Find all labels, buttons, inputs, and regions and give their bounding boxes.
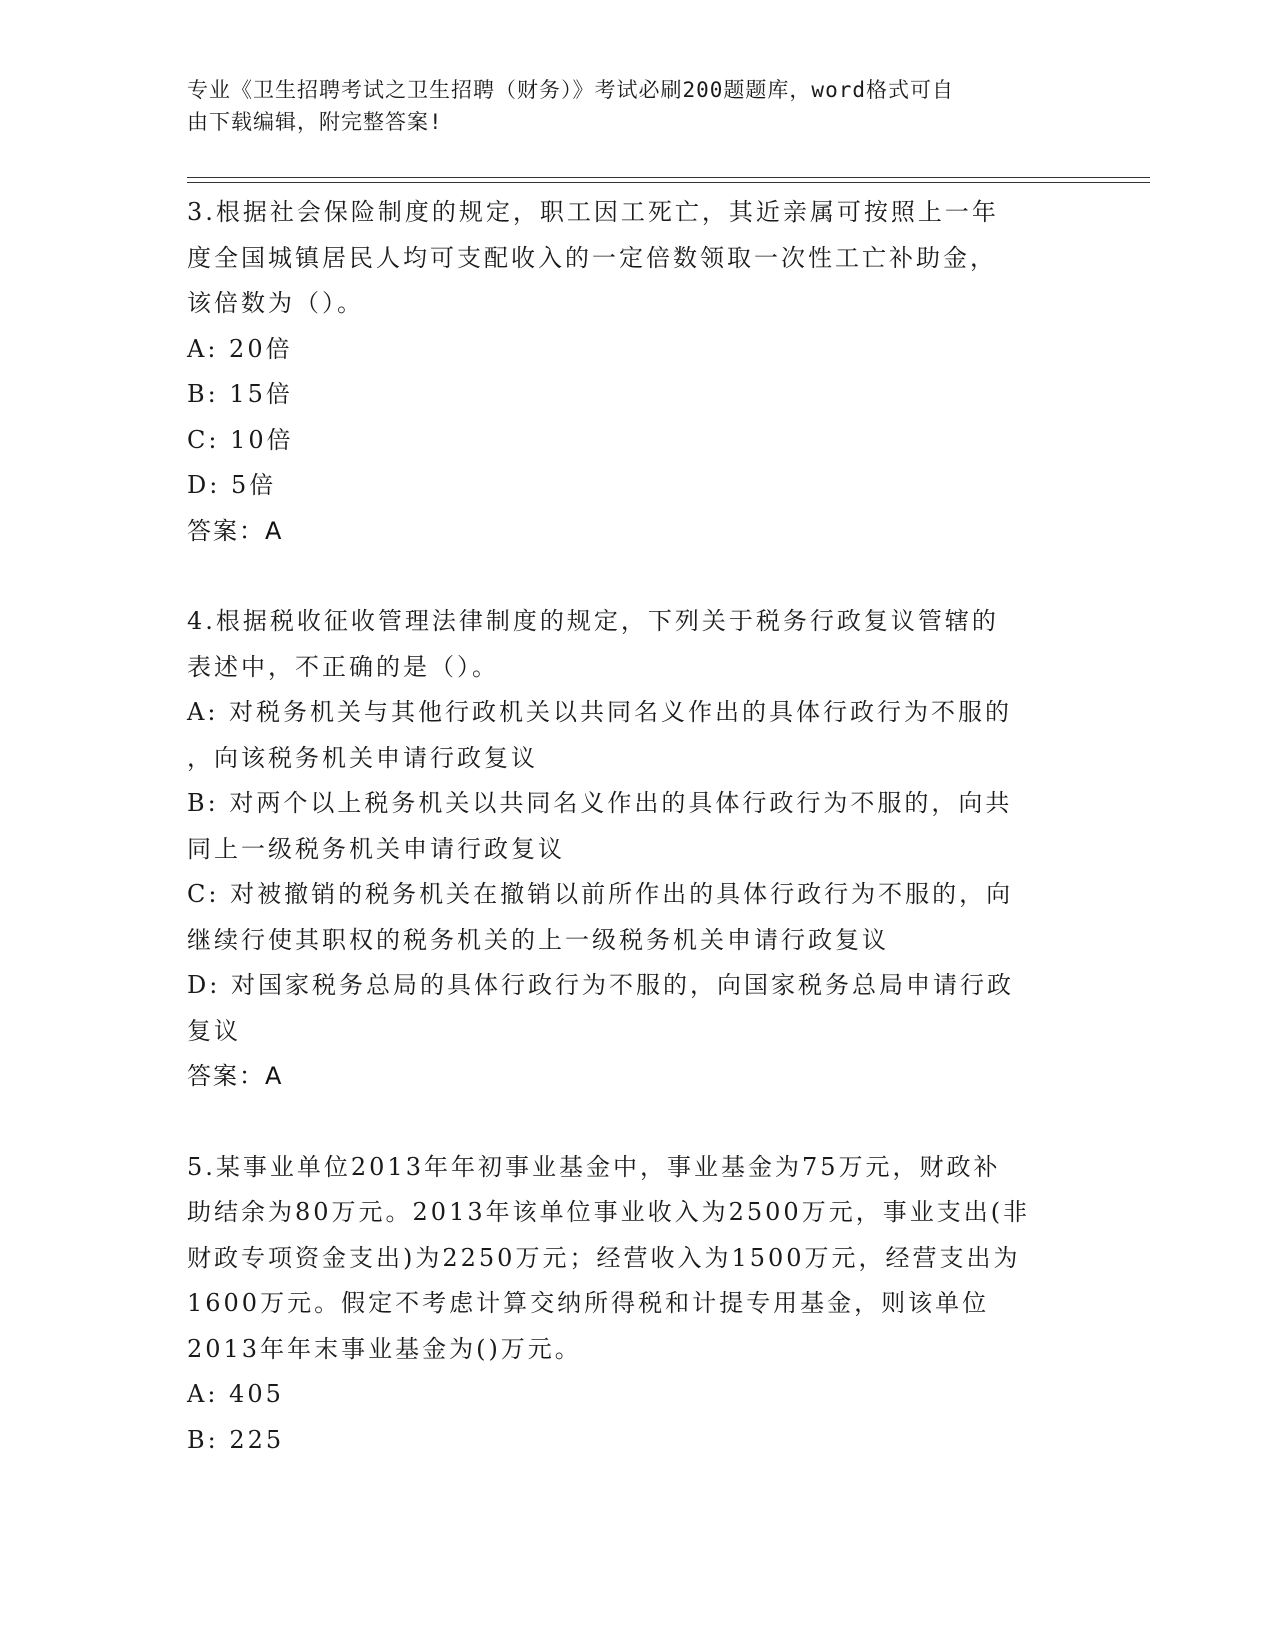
question-list [187, 190, 1087, 1463]
option-a: A: 20倍 [187, 334, 293, 363]
option-c: C: 10倍 [187, 425, 294, 454]
question-stem-line: 助结余为80万元。2013年该单位事业收入为2500万元，事业支出(非 [187, 1198, 1031, 1226]
header-divider [187, 182, 1150, 183]
question-stem-line: 该倍数为（）。 [187, 289, 364, 317]
option-d: D: 对国家税务总局的具体行政行为不服的，向国家税务总局申请行政 [187, 971, 1014, 999]
option-a: A: 405 [187, 1380, 284, 1408]
header-line: 由下载编辑，附完整答案! [187, 110, 443, 134]
option-a-continued: ，向该税务机关申请行政复议 [187, 743, 538, 772]
question-stem-line: 财政专项资金支出)为2250万元；经营收入为1500万元，经营支出为 [187, 1243, 1021, 1272]
question-spacer [187, 1100, 1087, 1145]
question-stem-line: 度全国城镇居民人均可支配收入的一定倍数领取一次性工亡补助金， [187, 243, 997, 272]
option-b: B: 对两个以上税务机关以共同名义作出的具体行政行为不服的，向共 [187, 789, 1013, 817]
question-stem-line: 1600万元。假定不考虑计算交纳所得税和计提专用基金，则该单位 [187, 1289, 990, 1317]
header-divider [187, 177, 1150, 178]
question-stem-line: 表述中，不正确的是（）。 [187, 652, 499, 681]
option-c-continued: 继续行使其职权的税务机关的上一级税务机关申请行政复议 [187, 925, 889, 954]
option-d-continued: 复议 [187, 1016, 241, 1045]
question-block [187, 1145, 1087, 1464]
option-d: D: 5倍 [187, 471, 277, 499]
question-stem-line: 5.某事业单位2013年年初事业基金中，事业基金为75万元，财政补 [187, 1152, 1001, 1181]
document-header [187, 74, 1067, 138]
option-b: B: 15倍 [187, 380, 293, 408]
header-line: 专业《卫生招聘考试之卫生招聘（财务）》考试必刷200题题库，word格式可自 [187, 78, 954, 102]
question-block [187, 599, 1087, 1100]
question-spacer [187, 554, 1087, 599]
option-b: B: 225 [187, 1425, 285, 1454]
option-b-continued: 同上一级税务机关申请行政复议 [187, 834, 565, 863]
question-block [187, 190, 1087, 554]
question-stem-line: 2013年年末事业基金为()万元。 [187, 1334, 582, 1363]
option-a: A: 对税务机关与其他行政机关以共同名义作出的具体行政行为不服的 [187, 698, 1013, 726]
option-c: C: 对被撤销的税务机关在撤销以前所作出的具体行政行为不服的，向 [187, 880, 1014, 908]
question-stem-line: 4.根据税收征收管理法律制度的规定，下列关于税务行政复议管辖的 [187, 607, 999, 635]
answer-line: 答案：A [187, 516, 284, 545]
answer-line: 答案：A [187, 1062, 284, 1090]
question-stem-line: 3.根据社会保险制度的规定，职工因工死亡，其近亲属可按照上一年 [187, 198, 999, 226]
